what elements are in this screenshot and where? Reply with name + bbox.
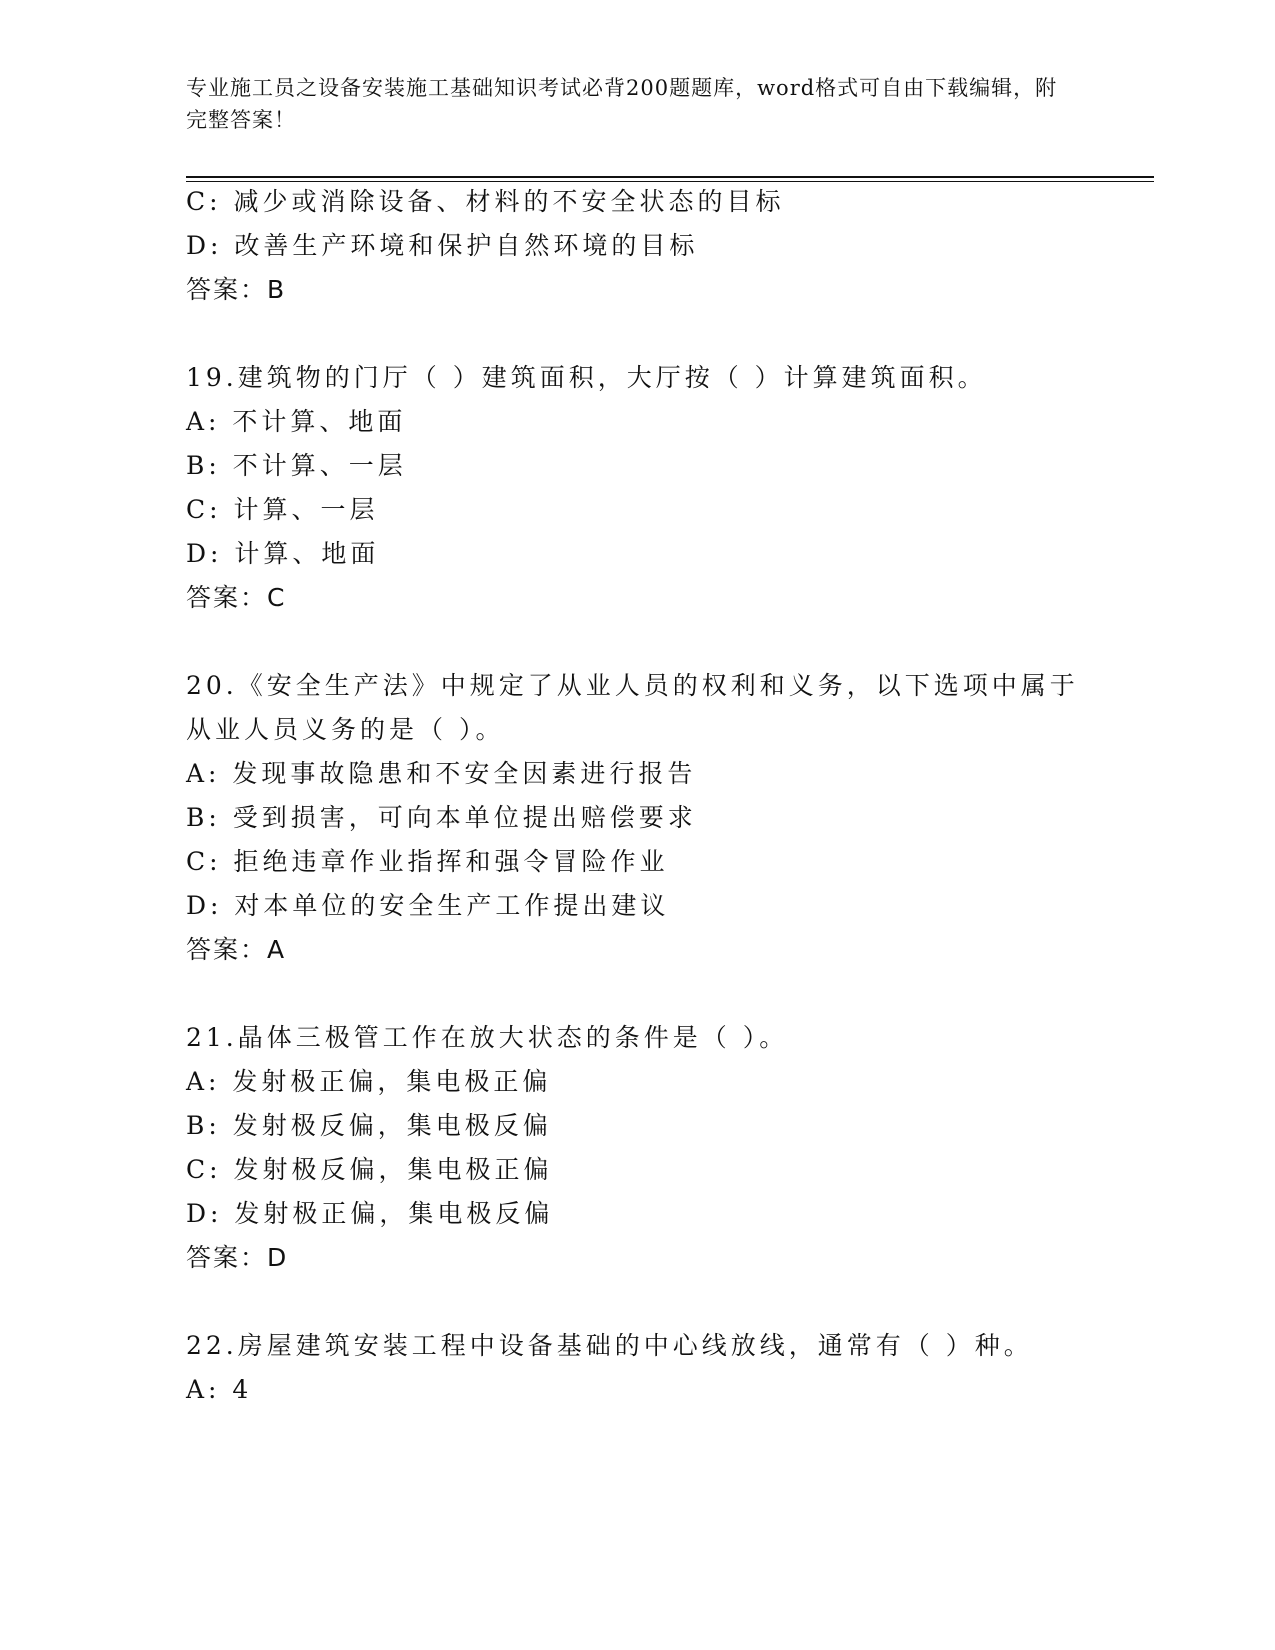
header-divider-thin — [186, 181, 1154, 182]
prev-question-option-d: D: 改善生产环境和保护自然环境的目标 — [186, 231, 699, 260]
question-19-option-b: B: 不计算、一层 — [186, 451, 407, 480]
header-divider-thick — [186, 176, 1154, 178]
question-21-answer: 答案：D — [186, 1243, 289, 1272]
question-19-stem: 19.建筑物的门厅（ ）建筑面积，大厅按（ ）计算建筑面积。 — [186, 363, 987, 392]
question-19-option-a: A: 不计算、地面 — [186, 407, 407, 436]
question-21-option-d: D: 发射极正偏，集电极反偏 — [186, 1199, 554, 1228]
prev-question-option-c: C: 减少或消除设备、材料的不安全状态的目标 — [186, 187, 785, 216]
question-20-answer: 答案：A — [186, 935, 287, 964]
question-21-option-c: C: 发射极反偏，集电极正偏 — [186, 1155, 553, 1184]
document-header-title: 专业施工员之设备安装施工基础知识考试必背200题题库，word格式可自由下载编辑，附完整答案！ — [186, 76, 1058, 132]
question-22-stem: 22.房屋建筑安装工程中设备基础的中心线放线，通常有（ ）种。 — [186, 1331, 1033, 1360]
question-19-option-c: C: 计算、一层 — [186, 495, 379, 524]
question-21-option-a: A: 发射极正偏，集电极正偏 — [186, 1067, 552, 1096]
question-22-option-a: A: 4 — [186, 1375, 253, 1404]
question-20-option-c: C: 拒绝违章作业指挥和强令冒险作业 — [186, 847, 669, 876]
question-20-option-d: D: 对本单位的安全生产工作提出建议 — [186, 891, 670, 920]
question-21-stem: 21.晶体三极管工作在放大状态的条件是（ ）。 — [186, 1023, 789, 1052]
question-19-answer: 答案：C — [186, 583, 287, 612]
question-21-option-b: B: 发射极反偏，集电极反偏 — [186, 1111, 552, 1140]
question-20-stem-line1: 20.《安全生产法》中规定了从业人员的权利和义务，以下选项中属于 — [186, 671, 1079, 700]
question-20-option-b: B: 受到损害，可向本单位提出赔偿要求 — [186, 803, 697, 832]
question-19-option-d: D: 计算、地面 — [186, 539, 380, 568]
question-20-stem-line2: 从业人员义务的是（ ）。 — [186, 715, 505, 744]
question-20-option-a: A: 发现事故隐患和不安全因素进行报告 — [186, 759, 697, 788]
prev-question-answer: 答案：B — [186, 275, 287, 304]
